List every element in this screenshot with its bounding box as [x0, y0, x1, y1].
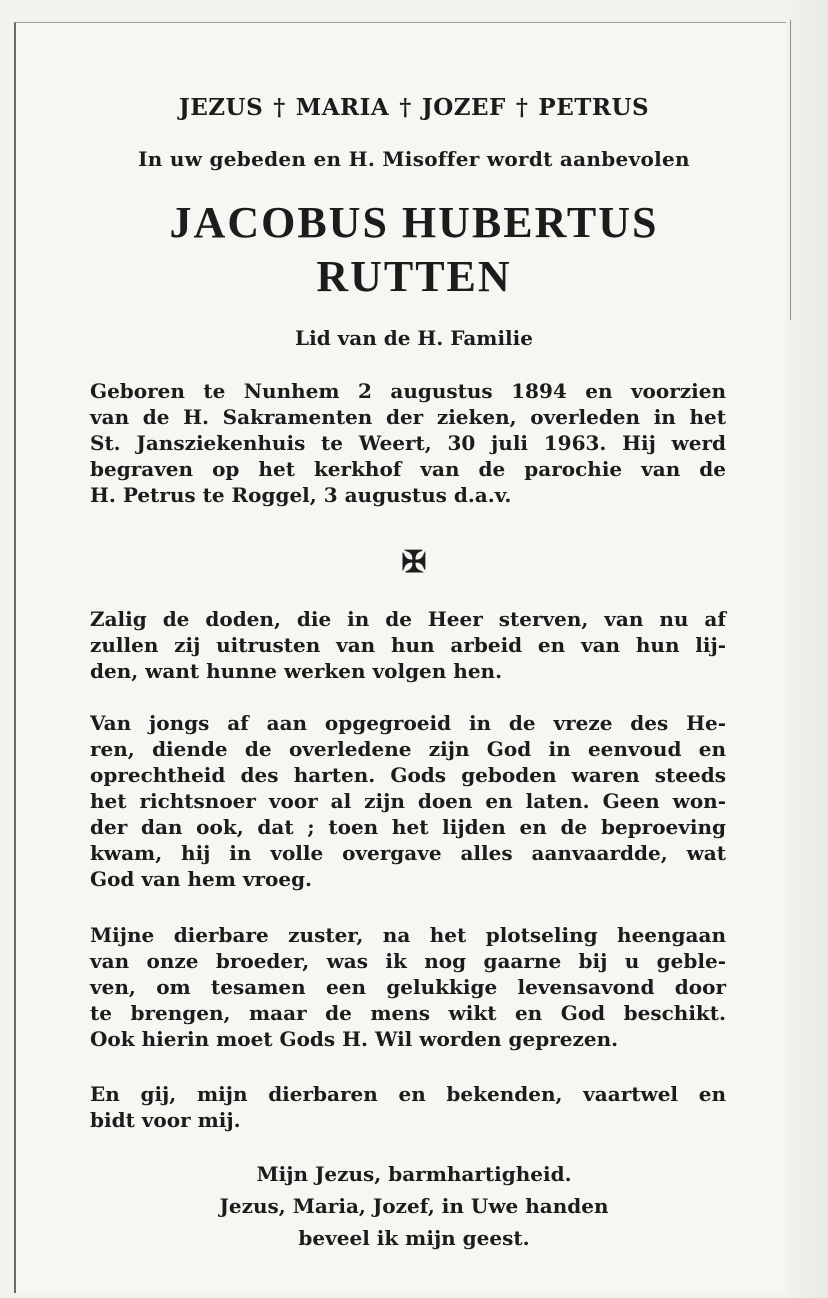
- deceased-surname: RUTTEN: [316, 252, 512, 301]
- intro-line: In uw gebeden en H. Misoffer wordt aanbevolen: [138, 147, 690, 171]
- membership-line: Lid van de H. Familie: [295, 326, 533, 350]
- closing-line: beveel ik mijn geest.: [298, 1226, 530, 1250]
- closing-prayer: [0, 1158, 828, 1254]
- character-line: ren, diende de overledene zijn God in eenvoud en: [90, 737, 726, 761]
- character-line: kwam, hij in volle overgave alles aanvaardde, wat: [90, 841, 726, 865]
- character-line: Van jongs af aan opgegroeid in de vreze des He-: [90, 711, 726, 735]
- farewell-line: bidt voor mij.: [90, 1108, 241, 1132]
- cross-icon: †: [515, 94, 529, 121]
- character-line: het richtsnoer voor al zijn doen en laten. Geen won-: [90, 789, 726, 813]
- biography-line: Geboren te Nunhem 2 augustus 1894 en voorzien: [90, 379, 726, 403]
- closing-line: Jezus, Maria, Jozef, in Uwe handen: [219, 1194, 609, 1218]
- farewell-paragraph: [90, 1081, 726, 1133]
- deceased-name: [0, 196, 828, 304]
- sister-line: van onze broeder, was ik nog gaarne bij u geble-: [90, 949, 726, 973]
- holy-names-header: [0, 94, 828, 121]
- cross-icon: †: [273, 94, 286, 121]
- cross-icon: †: [399, 94, 412, 121]
- sister-line: te brengen, maar de mens wikt en God beschikt.: [90, 1001, 726, 1025]
- sister-paragraph: [90, 922, 726, 1052]
- character-paragraph: [90, 710, 726, 892]
- verse-line: zullen zij uitrusten van hun arbeid en van hun lij-: [90, 633, 726, 657]
- verse-paragraph: [90, 606, 726, 684]
- sister-line: Mijne dierbare zuster, na het plotseling heengaan: [90, 923, 726, 947]
- farewell-line: En gij, mijn dierbaren en bekenden, vaartwel en: [90, 1082, 726, 1106]
- biography-paragraph: [90, 378, 726, 508]
- holy-name-maria: MARIA: [295, 94, 390, 121]
- character-line: God van hem vroeg.: [90, 867, 313, 891]
- holy-name-jezus: JEZUS: [178, 94, 264, 121]
- holy-name-petrus: PETRUS: [538, 94, 650, 121]
- biography-line: H. Petrus te Roggel, 3 augustus d.a.v.: [90, 483, 512, 507]
- scan-bleed: [788, 0, 828, 1298]
- verse-line: den, want hunne werken volgen hen.: [90, 659, 503, 683]
- sister-line: ven, om tesamen een gelukkige levensavond door: [90, 975, 726, 999]
- biography-line: van de H. Sakramenten der zieken, overleden in het: [90, 405, 726, 429]
- character-line: der dan ook, dat ; toen het lijden en de beproeving: [90, 815, 726, 839]
- holy-name-jozef: JOZEF: [421, 94, 506, 121]
- biography-line: St. Jansziekenhuis te Weert, 30 juli 1963. Hij werd: [90, 431, 726, 455]
- deceased-given-names: JACOBUS HUBERTUS: [169, 198, 659, 247]
- cross-ornament-icon: ✠: [401, 545, 427, 580]
- closing-line: Mijn Jezus, barmhartigheid.: [256, 1162, 572, 1186]
- biography-line: begraven op het kerkhof van de parochie van de: [90, 457, 726, 481]
- sister-line: Ook hierin moet Gods H. Wil worden geprezen.: [90, 1027, 619, 1051]
- verse-line: Zalig de doden, die in de Heer sterven, van nu af: [90, 607, 726, 631]
- character-line: oprechtheid des harten. Gods geboden waren steeds: [90, 763, 726, 787]
